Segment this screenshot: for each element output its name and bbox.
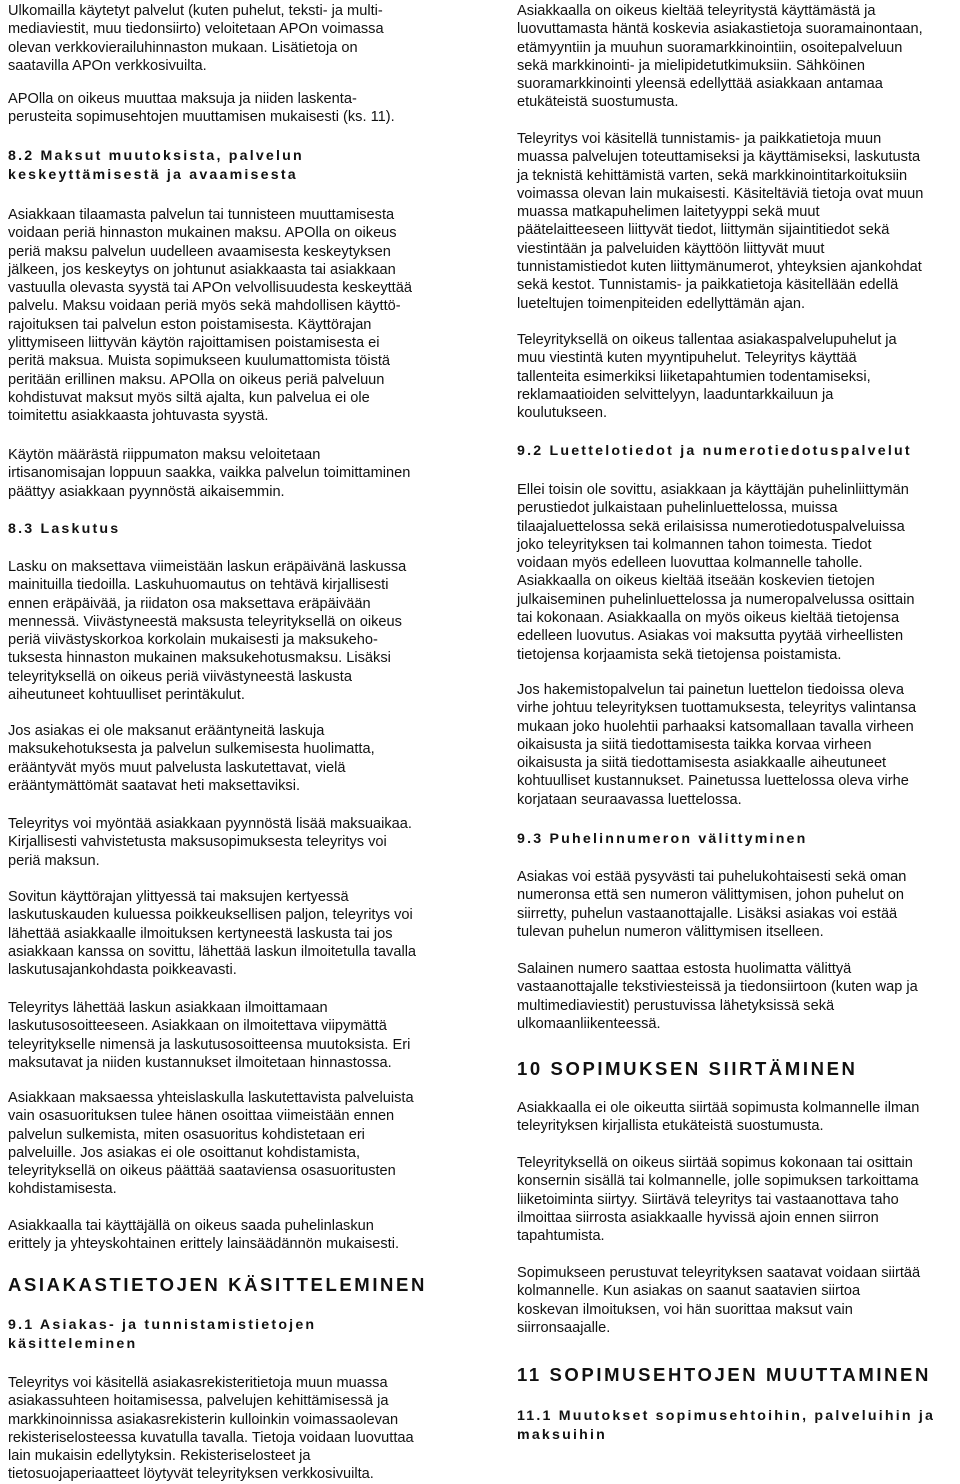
paragraph-number-blocking: Asiakas voi estää pysyvästi tai puhelukohtaisesti sekä oman numeronsa että sen numeron välittymisen, johon puhelut on siirretty, puhelun vastaanottajalle. Lisäksi asiakas voi estää tulevan puhelun numeron välittymisen itselleen. (517, 869, 907, 940)
paragraph-directory-errors: Jos hakemistopalvelun tai painetun luettelon tiedoissa oleva virhe johtuu teleyrityksen tuottamuksesta, teleyritys valintansa mukaan joko huolehtii parhaaksi katsomallaan tavalla virheen oikaisusta ja siitä tiedottamisesta taikka korvaa virheen oikaisusta ja siitä tiedottamisesta asiakkaalle aiheutuneet kohtuulliset kustannukset. Painetussa luettelossa oleva virhe korjataan seuraavassa luettelossa. (517, 682, 917, 808)
paragraph-fixed-fee: Käytön määrästä riippumaton maksu veloitetaan irtisanomisajan loppuun saakka, vaikka palvelun toimittaminen päättyy asiakkaan pyynnöstä aikaisemmin. (8, 447, 411, 500)
paragraph-unpaid-invoices: Jos asiakas ei ole maksanut erääntyneitä laskuja maksukehotuksesta ja palvelun sulkemisesta huolimatta, erääntyvät myös muut palvelusta laskutettavat, vielä erääntymättömät saatavat heti maksettaviksi. (8, 723, 375, 794)
heading-9-1: 9.1 Asiakas- ja tunnistamistietojen käsitteleminen (8, 1317, 317, 1352)
heading-10: 10 SOPIMUKSEN SIIRTÄMINEN (517, 1058, 858, 1079)
paragraph-change-fees: Asiakkaan tilaamasta palvelun tai tunnisteen muuttamisesta voidaan periä hinnaston mukainen maksu. APOlla on oikeus periä maksu palvelun uudelleen avaamisesta keskeytyksen jälkeen, jos keskeytys on johtunut asiakkaasta tai asiakkaan vastuulla olevasta syystä tai APOn velvollisuudesta keskeyttää palvelu. Maksu voidaan periä myös sekä mahdollisen käyttö- rajoituksen tai palvelun eston poistamisesta. Käyttörajan ylittymiseen liittyvän käytön rajoittamisen poistamisesta ei peritä maksua. Muista sopimukseen kuulumattomista töistä peritään erillinen maksu. APOlla on oikeus periä palveluun kohdistuvat maksut myös siltä ajalta, kun palvelua ei ole toimitettu asiakkaasta johtuvasta syystä. (8, 207, 412, 425)
paragraph-secret-number: Salainen numero saattaa estosta huolimatta välittyä vastaanottajalle tekstiviesteissä ja tiedonsiirtoon (kuten wap ja multimediaviestit) perustuvissa lähetyksissä sekä ulkomaanliikenteessä. (517, 961, 918, 1032)
paragraph-billing-address: Teleyritys lähettää laskun asiakkaan ilmoittamaan laskutusosoitteeseen. Asiakkaan on ilmoitettava viipymättä teleyritykselle nimensä ja laskutusosoitteensa muutoksista. Eri maksutavat ja niiden kustannukset ilmoitetaan hinnastossa. (8, 1000, 411, 1071)
paragraph-customer-register: Teleyritys voi käsitellä asiakasrekisteritietoja muun muassa asiakassuhteen hoitamisessa, palvelujen kehittämisessä ja markkinoinnissa asiakasrekisterin kulloinkin voimassaolevan rekisteriselosteessa kuvatulla tavalla. Tietoja voidaan luovuttaa lain mukaisin edellytyksin. Rekisteriselosteet ja tietosuojaperiaatteet löytyvät teleyrityksen verkkosivuilta. (8, 1375, 414, 1483)
paragraph-roaming-charges: Ulkomailla käytetyt palvelut (kuten puhelut, teksti- ja multi- mediaviestit, muu tiedonsiirto) veloitetaan APOn voimassa olevan verkkovierailuhinnaston mukaan. Lisätietoja on saatavilla APOn verkkosivuilta. (8, 3, 384, 74)
paragraph-call-recording: Teleyrityksellä on oikeus tallentaa asiakaspalvelupuhelut ja muu viestintä kuten myyntipuhelut. Teleyritys käyttää tallenteita esimerkiksi liiketapahtumien todentamiseksi, reklamaatioiden selvittelyyn, laaduntarkkailuun ja koulutukseen. (517, 332, 897, 422)
paragraph-itemization: Asiakkaalla tai käyttäjällä on oikeus saada puhelinlaskun erittely ja yhteyskohtainen erittely lainsäädännön mukaisesti. (8, 1218, 400, 1253)
heading-9: ASIAKASTIETOJEN KÄSITTELEMINEN (8, 1274, 427, 1295)
paragraph-payment-extension: Teleyritys voi myöntää asiakkaan pyynnöstä lisää maksuaikaa. Kirjallisesti vahvistetusta maksusopimuksesta teleyritys voi periä maksun. (8, 816, 412, 869)
paragraph-fee-changes: APOlla on oikeus muuttaa maksuja ja niiden laskenta- perusteita sopimusehtojen muuttamisen mukaisesti (ks. 11). (8, 91, 395, 126)
heading-8-3: 8.3 Laskutus (8, 521, 121, 537)
heading-11-1: 11.1 Muutokset sopimusehtoihin, palveluihin ja maksuihin (517, 1408, 936, 1443)
paragraph-marketing-ban: Asiakkaalla on oikeus kieltää teleyritystä käyttämästä ja luovuttamasta häntä koskevia asiakastietoja suoramainontaan, etämyyntiin ja muuhun suoramarkkinointiin, osoitepalveluun sekä markkinointi- ja mielipidetutkimuksiin. Sähköinen suoramarkkinointi yleensä edellyttää asiakkaan antamaa etukäteistä suostumusta. (517, 3, 923, 111)
paragraph-invoice-due: Lasku on maksettava viimeistään laskun eräpäivänä laskussa mainituilla tiedoilla. Laskuhuomautus on tehtävä kirjallisesti ennen eräpäivää, ja riidaton osa maksettava eräpäivään mennessä. Viivästyneestä maksusta teleyrityksellä on oikeus periä viivästyskorkoa korkolain mukaisesti ja maksukeho- tuksesta hinnaston mukainen maksukehotusmaksu. Lisäksi teleyrityksellä on oikeus periä viivästyneestä laskusta aiheutuneet kohtuulliset perintäkulut. (8, 559, 407, 704)
heading-9-2: 9.2 Luettelotiedot ja numerotiedotuspalvelut (517, 443, 912, 459)
paragraph-directory-data: Ellei toisin ole sovittu, asiakkaan ja käyttäjän puhelinliittymän perustiedot julkaistaan puhelinluettelossa, muissa tilaajaluettelossa sekä erilaisissa numerotiedotuspalveluissa joko teleyrityksen tai kolmannen tahon toimesta. Tiedot voidaan myös edelleen luovuttaa kolmannelle taholle. Asiakkaalla on oikeus kieltää itseään koskevien tietojen julkaiseminen puhelinluettelossa ja numeropalvelussa osittain tai kokonaan. Asiakkaalla on myös oikeus kieltää tietojensa edelleen luovutus. Asiakas voi maksutta pyytää virheellisten tietojensa korjaamista sekä tietojensa poistamista. (517, 482, 915, 663)
heading-8-2: 8.2 Maksut muutoksista, palvelun keskeyttämisestä ja avaamisesta (8, 148, 304, 183)
paragraph-usage-limit: Sovitun käyttörajan ylittyessä tai maksujen kertyessä laskutuskauden kuluessa poikkeuksellisen paljon, teleyritys voi lähettää asiakkaalle ilmoituksen kertyneestä laskusta tai jos asiakkaan kanssa on sovittu, lähettää laskun ilmoitetulla tavalla laskutusajankohdasta poikkeavasti. (8, 889, 417, 979)
paragraph-receivables: Sopimukseen perustuvat teleyrityksen saatavat voidaan siirtää kolmannelle. Kun asiakas on saanut saatavien siirtoa koskevan ilmoituksen, voi hän suorittaa maksut vain siirronsaajalle. (517, 1265, 921, 1336)
paragraph-transfer-ban: Asiakkaalla ei ole oikeutta siirtää sopimusta kolmannelle ilman teleyrityksen kirjallista etukäteistä suostumusta. (517, 1100, 920, 1135)
paragraph-combined-invoice: Asiakkaan maksaessa yhteislaskulla laskutettavista palveluista vain osasuorituksen tulee hänen osoittaa viimeistään ennen palvelun sulkemista, miten osasuoritus kohdistetaan eri palveluille. Jos asiakas ei ole osoittanut kohdistamista, teleyrityksellä on oikeus päättää saataviensa osasuoritusten kohdistamisesta. (8, 1090, 414, 1198)
paragraph-transfer-right: Teleyrityksellä on oikeus siirtää sopimus kokonaan tai osittain konsernin sisällä tai kolmannelle, jolle sopimuksen tarkoittama liiketoiminta siirtyy. Siirtävä teleyritys tai vastaanottava taho ilmoittaa siirrosta asiakkaalle hyvissä ajoin ennen siirron tapahtumista. (517, 1155, 919, 1245)
paragraph-identification-data: Teleyritys voi käsitellä tunnistamis- ja paikkatietoja muun muassa palvelujen toteuttamiseksi ja käyttämiseksi, laskutusta ja teknistä kehittämistä varten, sekä markkinointitarkoituksiin voimassa olevan lain mukaisesti. Käsiteltäviä tietoja ovat muun muassa matkapuhelimen laitetyyppi sekä muut päätelaitteeseen liittyvät tiedot, liittymän sijaintitiedot sekä viestintään ja palveluiden käyttöön liittyvät muut tunnistamistiedot kuten liittymänumerot, yhteyksien ajankohdat sekä kestot. Tunnistamis- ja paikkatietoja käsitellään edellä lueteltujen toimenpiteiden edellyttämän ajan. (517, 131, 924, 312)
heading-11: 11 SOPIMUSEHTOJEN MUUTTAMINEN (517, 1364, 931, 1385)
heading-9-3: 9.3 Puhelinnumeron välittyminen (517, 831, 808, 847)
